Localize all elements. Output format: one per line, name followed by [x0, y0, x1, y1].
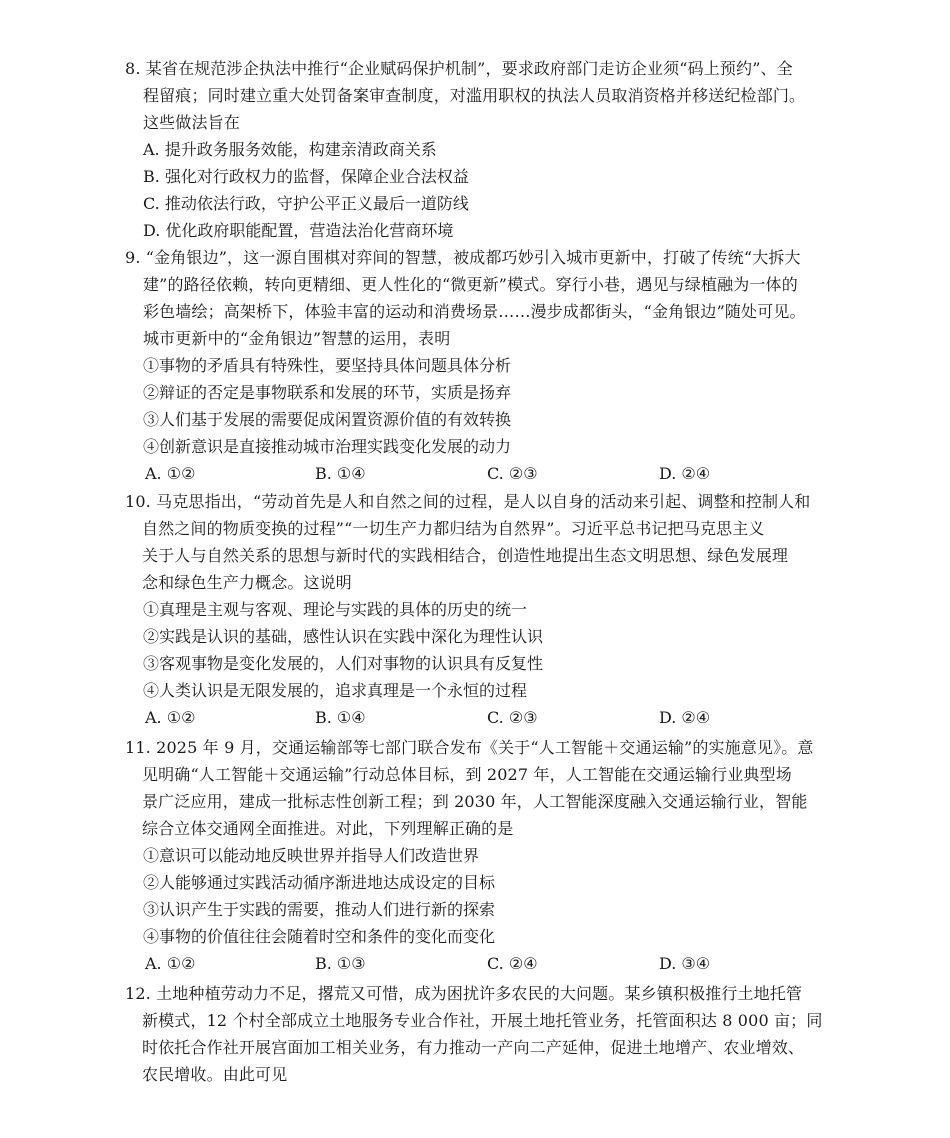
question-9 [125, 244, 830, 487]
question-11-choice-b: B. ①③ [315, 954, 366, 973]
question-12-line-4: 农民增收。由此可见 [142, 1065, 288, 1084]
question-10-statement-2: ②实践是认识的基础，感性认识在实践中深化为理性认识 [143, 627, 544, 646]
question-9-choice-a: A. ①② [145, 464, 196, 483]
question-11-statement-1: ①意识可以能动地反映世界并指导人们改造世界 [143, 846, 480, 865]
question-12-line-1: 12. 土地种植劳动力不足，撂荒又可惜，成为困扰许多农民的大问题。某乡镇积极推行土地托管 [125, 984, 803, 1003]
question-10 [125, 488, 830, 731]
question-11-statement-3: ③认识产生于实践的需要，推动人们进行新的探索 [143, 900, 496, 919]
question-9-line-3: 彩色墙绘；高架桥下，体验丰富的运动和消费场景……漫步成都街头，“金角银边”随处可见。 [143, 302, 806, 321]
question-8-option-b: B. 强化对行政权力的监督，保障企业合法权益 [143, 167, 469, 186]
question-10-choice-c: C. ②③ [487, 708, 538, 727]
question-10-choices [125, 704, 830, 731]
question-11-choice-d: D. ③④ [659, 954, 711, 973]
question-9-line-4: 城市更新中的“金角银边”智慧的运用，表明 [143, 329, 451, 348]
question-10-choice-b: B. ①④ [315, 708, 366, 727]
question-9-statement-4: ④创新意识是直接推动城市治理实践变化发展的动力 [143, 437, 512, 456]
question-11-line-3: 景广泛应用，建成一批标志性创新工程；到 2030 年，人工智能深度融入交通运输行业，智能 [142, 792, 808, 811]
question-8-option-c: C. 推动依法行政，守护公平正义最后一道防线 [143, 194, 469, 213]
question-9-choice-c: C. ②③ [487, 464, 538, 483]
question-9-choices [125, 460, 830, 487]
question-10-choice-a: A. ①② [145, 708, 196, 727]
question-10-line-4: 念和绿色生产力概念。这说明 [142, 573, 352, 592]
question-10-line-3: 关于人与自然关系的思想与新时代的实践相结合，创造性地提出生态文明思想、绿色发展理 [142, 546, 789, 565]
question-8-line-2: 程留痕；同时建立重大处罚备案审查制度，对滥用职权的执法人员取消资格并移送纪检部门。 [143, 86, 806, 105]
question-11-statement-4: ④事物的价值往往会随着时空和条件的变化而变化 [143, 927, 496, 946]
question-10-choice-d: D. ②④ [659, 708, 711, 727]
question-10-statement-3: ③客观事物是变化发展的，人们对事物的认识具有反复性 [143, 654, 544, 673]
question-8-option-a: A. 提升政务服务效能，构建亲清政商关系 [143, 140, 437, 159]
question-11-line-4: 综合立体交通网全面推进。对此，下列理解正确的是 [142, 819, 514, 838]
question-12 [125, 980, 830, 1088]
question-9-statement-1: ①事物的矛盾具有特殊性，要坚持具体问题具体分析 [143, 356, 512, 375]
question-12-line-2: 新模式，12 个村全部成立土地服务专业合作社，开展土地托管业务，托管面积达 8 000 亩；同 [142, 1011, 823, 1030]
question-9-choice-d: D. ②④ [659, 464, 711, 483]
question-11-choice-c: C. ②④ [487, 954, 538, 973]
question-11-line-2: 见明确“人工智能＋交通运输”行动总体目标，到 2027 年，人工智能在交通运输行业典型场 [142, 765, 792, 784]
question-9-line-2: 建”的路径依赖，转向更精细、更人性化的“微更新”模式。穿行小巷，遇见与绿植融为一体的 [143, 275, 798, 294]
question-10-line-1: 10. 马克思指出，“劳动首先是人和自然之间的过程，是人以自身的活动来引起、调整和控制人和 [125, 492, 811, 511]
question-11-line-1: 11. 2025 年 9 月，交通运输部等七部门联合发布《关于“人工智能＋交通运输”的实施意见》。意 [125, 738, 814, 757]
question-9-choice-b: B. ①④ [315, 464, 366, 483]
question-8-option-d: D. 优化政府职能配置，营造法治化营商环境 [143, 221, 454, 240]
question-12-line-3: 时依托合作社开展宫面加工相关业务，有力推动一产向二产延伸，促进土地增产、农业增效、 [142, 1038, 805, 1057]
question-8-line-3: 这些做法旨在 [143, 113, 240, 132]
question-10-line-2: 自然之间的物质变换的过程”“一切生产力都归结为自然界”。习近平总书记把马克思主义 [142, 519, 765, 538]
question-8-line-1: 8. 某省在规范涉企执法中推行“企业赋码保护机制”，要求政府部门走访企业须“码上预约”、全 [125, 59, 793, 78]
question-10-statement-4: ④人类认识是无限发展的，追求真理是一个永恒的过程 [143, 681, 528, 700]
question-9-statement-2: ②辩证的否定是事物联系和发展的环节，实质是扬弃 [143, 383, 512, 402]
question-9-statement-3: ③人们基于发展的需要促成闲置资源价值的有效转换 [143, 410, 512, 429]
question-9-line-1: 9. “金角银边”，这一源自围棋对弈间的智慧，被成都巧妙引入城市更新中，打破了传统“大拆大 [125, 248, 801, 267]
question-10-statement-1: ①真理是主观与客观、理论与实践的具体的历史的统一 [143, 600, 528, 619]
question-8 [125, 55, 830, 244]
question-11-statement-2: ②人能够通过实践活动循序渐进地达成设定的目标 [143, 873, 496, 892]
question-11 [125, 734, 830, 977]
question-11-choice-a: A. ①② [145, 954, 196, 973]
question-11-choices [125, 950, 830, 977]
